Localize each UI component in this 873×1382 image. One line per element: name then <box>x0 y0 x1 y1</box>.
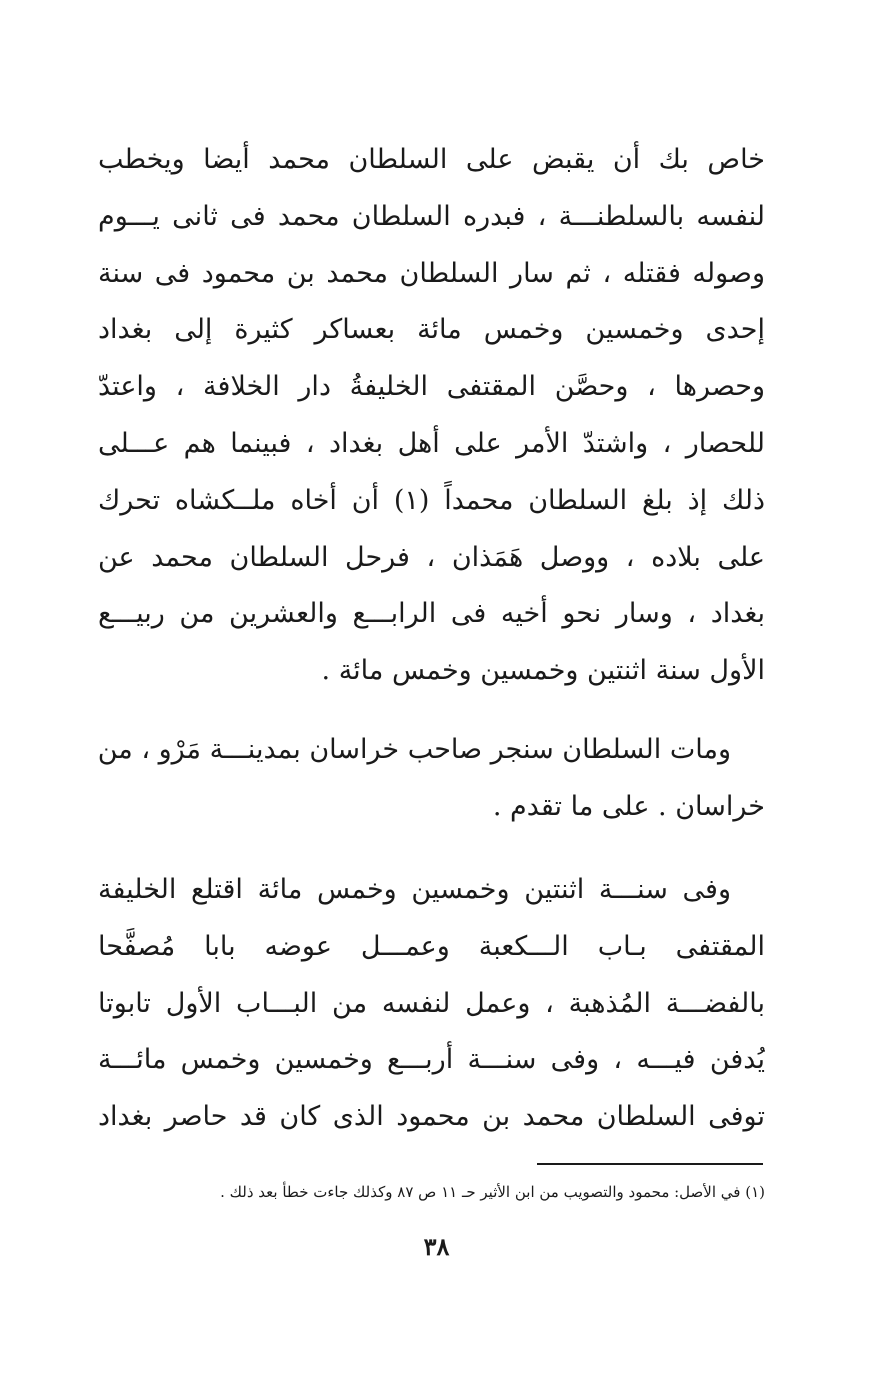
text-line: توفى السلطان محمد بن محمود الذى كان قد حاصر بغداد <box>98 1101 765 1133</box>
paragraph-1 <box>98 132 765 700</box>
text-line: وفى سنـــة اثنتين وخمسين وخمس مائة اقتلع الخليفة <box>98 874 731 905</box>
text-line: خراسان . على ما تقدم . <box>492 790 765 822</box>
text-line: الأول سنة اثنتين وخمسين وخمس مائة . <box>321 655 765 687</box>
text-line: على بلاده ، ووصل هَمَذان ، فرحل السلطان محمد عن <box>98 541 765 573</box>
text-line: بغداد ، وسار نحو أخيه فى الرابـــع والعشرين من ربيـــع <box>98 598 765 630</box>
text-line: إحدى وخمسين وخمس مائة بعساكر كثيرة إلى بغداد <box>98 314 765 346</box>
paragraph-2 <box>98 722 765 836</box>
text-line: ذلك إذ بلغ السلطان محمداً (١) أن أخاه ملــكشاه تحرك <box>98 484 765 516</box>
paragraph-3 <box>98 862 765 1146</box>
footnote-separator <box>537 1163 763 1165</box>
text-line: ومات السلطان سنجر صاحب خراسان بمدينـــة مَرْو ، من <box>98 734 731 765</box>
text-line: المقتفى بـاب الـــكعبة وعمـــل عوضه بابا مُصفَّحا <box>98 930 765 962</box>
text-line: بالفضـــة المُذهبة ، وعمل لنفسه من البـــاب الأول تابوتا <box>98 987 765 1019</box>
footnote: (١) في الأصل: محمود والتصويب من ابن الأثير حـ ١١ ص ٨٧ وكذلك جاءت خطأ بعد ذلك . <box>220 1183 765 1201</box>
text-line: لنفسه بالسلطنـــة ، فبدره السلطان محمد فى ثانى يـــوم <box>98 200 765 232</box>
text-line: للحصار ، واشتدّ الأمر على أهل بغداد ، فبينما هم عـــلى <box>98 427 765 459</box>
text-line: وحصرها ، وحصَّن المقتفى الخليفةُ دار الخلافة ، واعتدّ <box>98 371 765 403</box>
page-number: ٣٨ <box>423 1232 450 1261</box>
text-line: وصوله فقتله ، ثم سار السلطان محمد بن محمود فى سنة <box>98 257 765 289</box>
text-line: يُدفن فيـــه ، وفى سنـــة أربـــع وخمسين وخمس مائـــة <box>98 1044 765 1076</box>
text-line: خاص بك أن يقبض على السلطان محمد أيضا ويخطب <box>98 144 765 175</box>
